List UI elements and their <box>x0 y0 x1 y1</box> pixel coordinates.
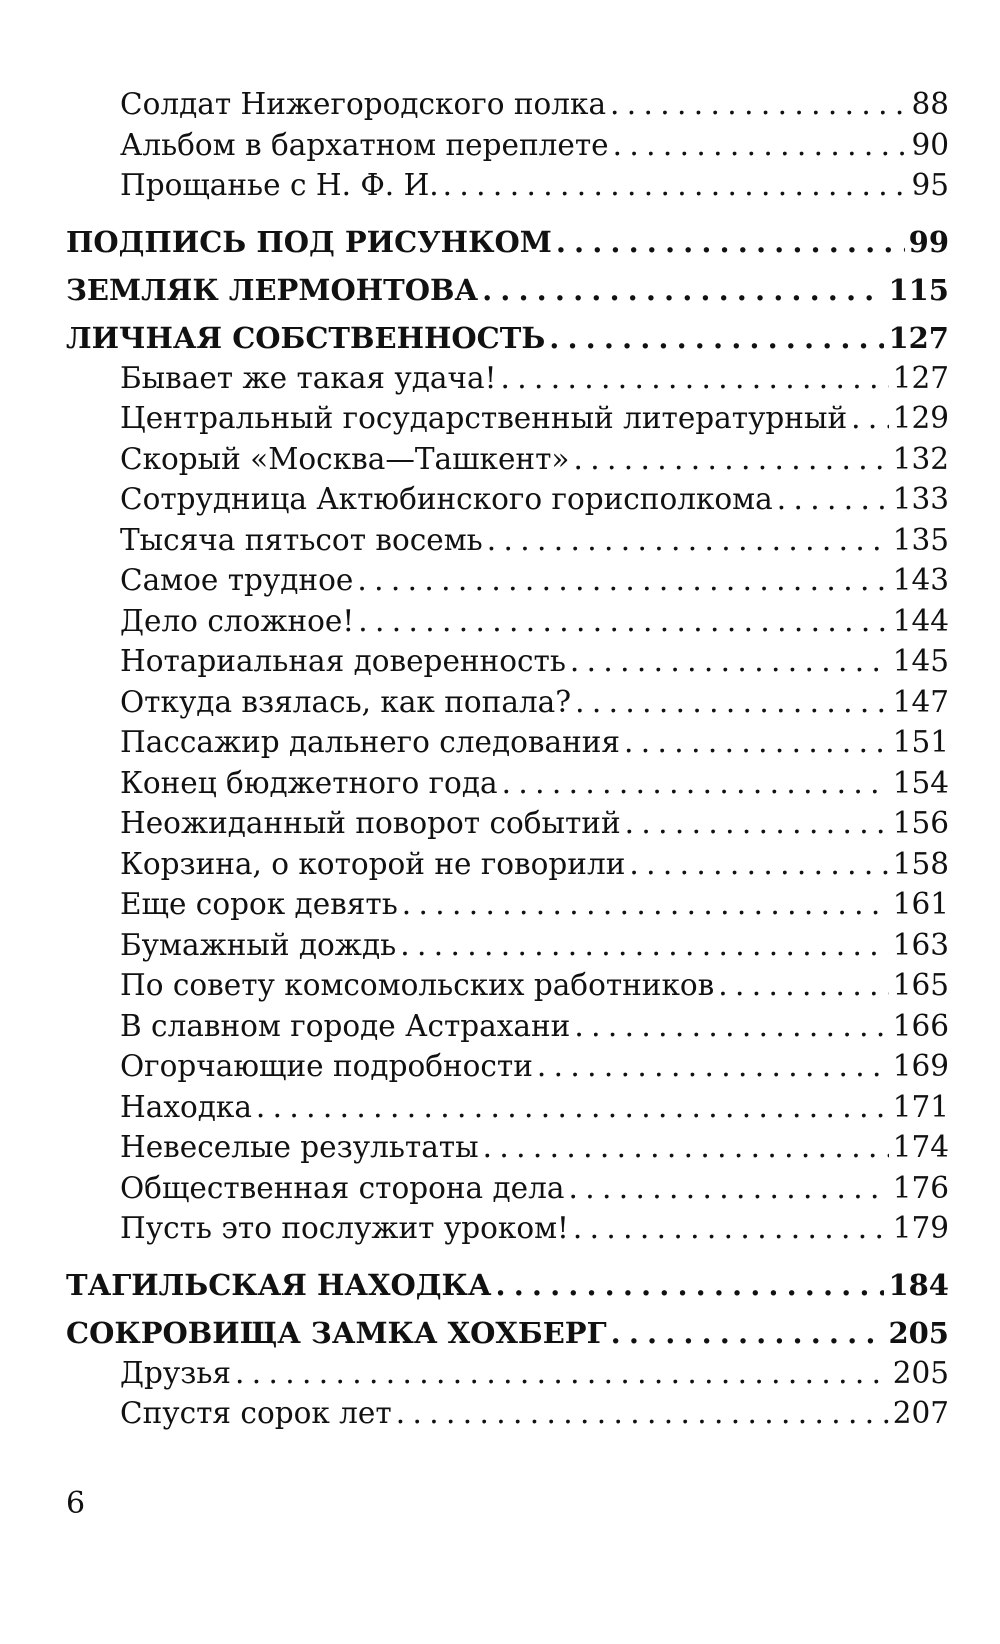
toc-entry-page: 88 <box>911 87 949 121</box>
toc-entry-page: 163 <box>892 927 949 962</box>
toc-section-entry <box>66 318 949 358</box>
toc-entry-page: 95 <box>911 168 949 202</box>
dot-leader <box>575 682 889 723</box>
toc-entry-title: Откуда взялась, как попала? <box>120 684 572 719</box>
toc-entry <box>66 682 949 723</box>
toc-entry-title: Общественная сторона дела <box>120 1170 565 1205</box>
toc-entry <box>66 125 949 166</box>
toc-entry-title: Спустя сорок лет <box>120 1396 392 1430</box>
dot-leader <box>357 560 888 601</box>
toc-entry-title: Альбом в бархатном переплете <box>120 127 609 162</box>
toc-entry-page: 161 <box>892 887 949 921</box>
toc-entry-page: 145 <box>892 644 949 678</box>
toc-entry <box>66 1087 949 1128</box>
toc-entry <box>66 84 949 125</box>
toc-entry-title: Самое трудное <box>120 563 354 597</box>
toc-entry-title: Бумажный дождь <box>120 927 397 962</box>
toc-entry-title: Пассажир дальнего следования <box>120 725 621 759</box>
toc-entry <box>66 1353 949 1394</box>
toc-entry <box>66 520 949 561</box>
toc-section-entry <box>66 1313 949 1353</box>
toc-entry-page: 205 <box>888 1315 949 1350</box>
toc-entry-page: 154 <box>892 765 949 800</box>
toc-entry <box>66 763 949 804</box>
toc-entry-title: СОКРОВИЩА ЗАМКА ХОХБЕРГ <box>66 1315 607 1350</box>
toc-entry <box>66 803 949 844</box>
toc-entry-title: Скорый «Москва—Ташкент» <box>120 441 570 476</box>
toc-entry-page: 176 <box>892 1170 949 1205</box>
toc-entry-page: 169 <box>892 1049 949 1083</box>
dot-leader <box>396 1393 889 1434</box>
toc-entry-title: Прощанье с Н. Ф. И. <box>120 168 439 202</box>
toc-entry-page: 171 <box>892 1089 949 1124</box>
dot-leader <box>537 1046 889 1087</box>
toc-entry-page: 115 <box>888 272 949 307</box>
toc-entry-page: 151 <box>892 725 949 759</box>
toc-entry-title: Друзья <box>120 1355 231 1390</box>
dot-leader <box>482 270 884 310</box>
toc-entry-page: 179 <box>892 1211 949 1245</box>
toc-entry-title: Конец бюджетного года <box>120 765 498 800</box>
toc-section-entry <box>66 1265 949 1305</box>
toc-entry-title: По совету комсомольских работников <box>120 968 715 1002</box>
toc-entry-title: Центральный государственный литературный <box>120 401 848 435</box>
toc-entry-title: Сотрудница Актюбинского горисполкома <box>120 482 773 516</box>
toc-entry-title: Дело сложное! <box>120 603 355 638</box>
dot-leader <box>570 641 889 682</box>
dot-leader <box>358 601 888 642</box>
dot-leader <box>574 1006 888 1047</box>
toc-section-entry <box>66 222 949 262</box>
toc-entry-title: Пусть это послужит уроком! <box>120 1211 569 1245</box>
toc-entry-title: ЗЕМЛЯК ЛЕРМОНТОВА <box>66 272 479 307</box>
dot-leader <box>235 1353 889 1394</box>
toc-entry-title: В славном городе Астрахани <box>120 1008 571 1043</box>
dot-leader <box>573 1208 889 1249</box>
toc-entry-page: 205 <box>892 1355 949 1390</box>
dot-leader <box>624 722 889 763</box>
toc-entry-page: 166 <box>892 1008 949 1043</box>
toc-entry <box>66 1006 949 1047</box>
dot-leader <box>851 398 889 439</box>
toc-entry <box>66 884 949 925</box>
toc-section-entry <box>66 270 949 310</box>
dot-leader <box>496 1265 885 1305</box>
toc-entry-page: 133 <box>892 482 949 516</box>
dot-leader <box>573 439 888 480</box>
dot-leader <box>500 358 888 399</box>
toc-entry-page: 90 <box>911 127 949 162</box>
toc-entry-page: 156 <box>892 806 949 840</box>
page-number: 6 <box>66 1486 86 1521</box>
dot-leader <box>256 1087 889 1128</box>
toc-entry-page: 143 <box>892 563 949 597</box>
toc-entry <box>66 1127 949 1168</box>
toc-entry-title: Корзина, о которой не говорили <box>120 846 626 881</box>
toc-entry <box>66 1393 949 1434</box>
toc-entry-title: Тысяча пятьсот восемь <box>120 522 483 557</box>
toc-entry <box>66 1046 949 1087</box>
toc-entry <box>66 722 949 763</box>
toc-entry <box>66 165 949 206</box>
toc-entry-title: ЛИЧНАЯ СОБСТВЕННОСТЬ <box>66 320 546 355</box>
dot-leader <box>400 925 889 966</box>
dot-leader <box>611 1313 885 1353</box>
dot-leader <box>443 165 908 206</box>
toc-entry-page: 158 <box>892 846 949 881</box>
dot-leader <box>568 1168 888 1209</box>
dot-leader <box>777 479 889 520</box>
toc-entry-title: Еще сорок девять <box>120 887 398 921</box>
toc-entry <box>66 641 949 682</box>
dot-leader <box>402 884 889 925</box>
toc-entry <box>66 844 949 885</box>
dot-leader <box>556 222 905 262</box>
dot-leader <box>487 520 889 561</box>
toc-entry-title: Неожиданный поворот событий <box>120 806 621 840</box>
dot-leader <box>610 84 907 125</box>
toc-entry <box>66 479 949 520</box>
toc-entry-page: 99 <box>908 224 949 259</box>
dot-leader <box>502 763 889 804</box>
toc-entry-page: 174 <box>892 1130 949 1164</box>
toc-entry-page: 184 <box>888 1267 949 1302</box>
toc-entry-page: 132 <box>892 441 949 476</box>
toc-entry-page: 165 <box>892 968 949 1002</box>
dot-leader <box>613 125 908 166</box>
toc-entry-page: 127 <box>892 360 949 395</box>
table-of-contents <box>66 84 949 1434</box>
toc-entry-page: 207 <box>892 1396 949 1430</box>
toc-entry <box>66 925 949 966</box>
toc-entry-title: ТАГИЛЬСКАЯ НАХОДКА <box>66 1267 492 1302</box>
toc-entry-title: ПОДПИСЬ ПОД РИСУНКОМ <box>66 224 552 259</box>
dot-leader <box>718 965 888 1006</box>
dot-leader <box>549 318 884 358</box>
toc-entry-page: 129 <box>892 401 949 435</box>
toc-entry-page: 135 <box>892 522 949 557</box>
toc-entry-title: Нотариальная доверенность <box>120 644 566 678</box>
toc-entry-page: 144 <box>892 603 949 638</box>
dot-leader <box>625 803 889 844</box>
toc-entry-title: Солдат Нижегородского полка <box>120 87 607 121</box>
toc-entry <box>66 439 949 480</box>
toc-entry <box>66 560 949 601</box>
toc-entry-title: Невеселые результаты <box>120 1130 479 1164</box>
dot-leader <box>629 844 888 885</box>
toc-entry <box>66 965 949 1006</box>
toc-entry <box>66 358 949 399</box>
toc-entry-title: Огорчающие подробности <box>120 1049 533 1083</box>
toc-entry <box>66 1168 949 1209</box>
toc-entry <box>66 1208 949 1249</box>
toc-entry <box>66 398 949 439</box>
toc-entry-title: Находка <box>120 1089 252 1124</box>
toc-entry <box>66 601 949 642</box>
dot-leader <box>483 1127 889 1168</box>
toc-entry-page: 147 <box>892 684 949 719</box>
toc-entry-page: 127 <box>888 320 949 355</box>
toc-entry-title: Бывает же такая удача! <box>120 360 497 395</box>
